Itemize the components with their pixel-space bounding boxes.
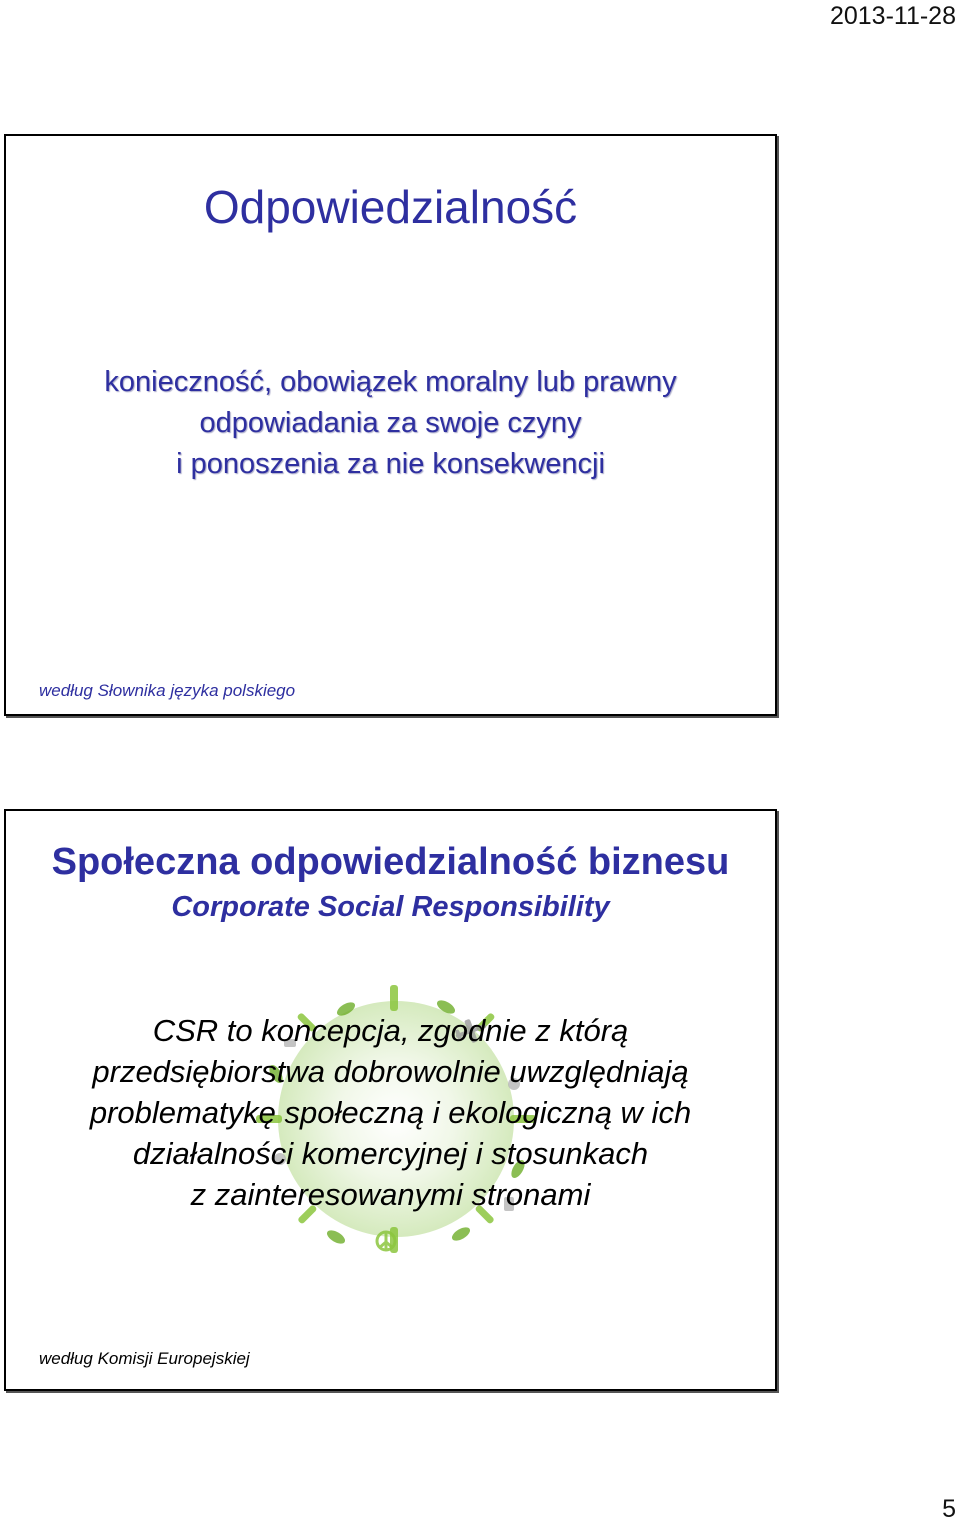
slide-title: Społeczna odpowiedzialność biznesu — [51, 841, 730, 883]
source-note: według Słownika języka polskiego — [39, 681, 296, 700]
date-stamp: 2013-11-28 — [829, 2, 956, 30]
csr-line: przedsiębiorstwa dobrowolnie uwzględniają — [92, 1054, 689, 1089]
source-note: według Komisji Europejskiej — [39, 1349, 250, 1368]
slide-csr — [4, 809, 777, 1391]
csr-line: CSR to koncepcja, zgodnie z którą — [152, 1013, 629, 1048]
slide-title: Odpowiedzialność — [203, 181, 578, 233]
slide-subtitle: Corporate Social Responsibility — [171, 891, 610, 923]
page-number: 5 — [942, 1495, 956, 1523]
definition-line: i ponoszenia za nie konsekwencji — [176, 448, 605, 480]
definition-text — [6, 362, 775, 485]
slide-responsibility — [4, 134, 777, 716]
csr-definition-text — [6, 1010, 775, 1215]
csr-line: z zainteresowanymi stronami — [190, 1177, 591, 1212]
csr-line: działalności komercyjnej i stosunkach — [132, 1136, 649, 1171]
definition-line: konieczność, obowiązek moralny lub prawny — [104, 366, 677, 398]
csr-line: problematykę społeczną i ekologiczną w ich — [89, 1095, 692, 1130]
definition-line: odpowiadania za swoje czyny — [199, 407, 582, 439]
